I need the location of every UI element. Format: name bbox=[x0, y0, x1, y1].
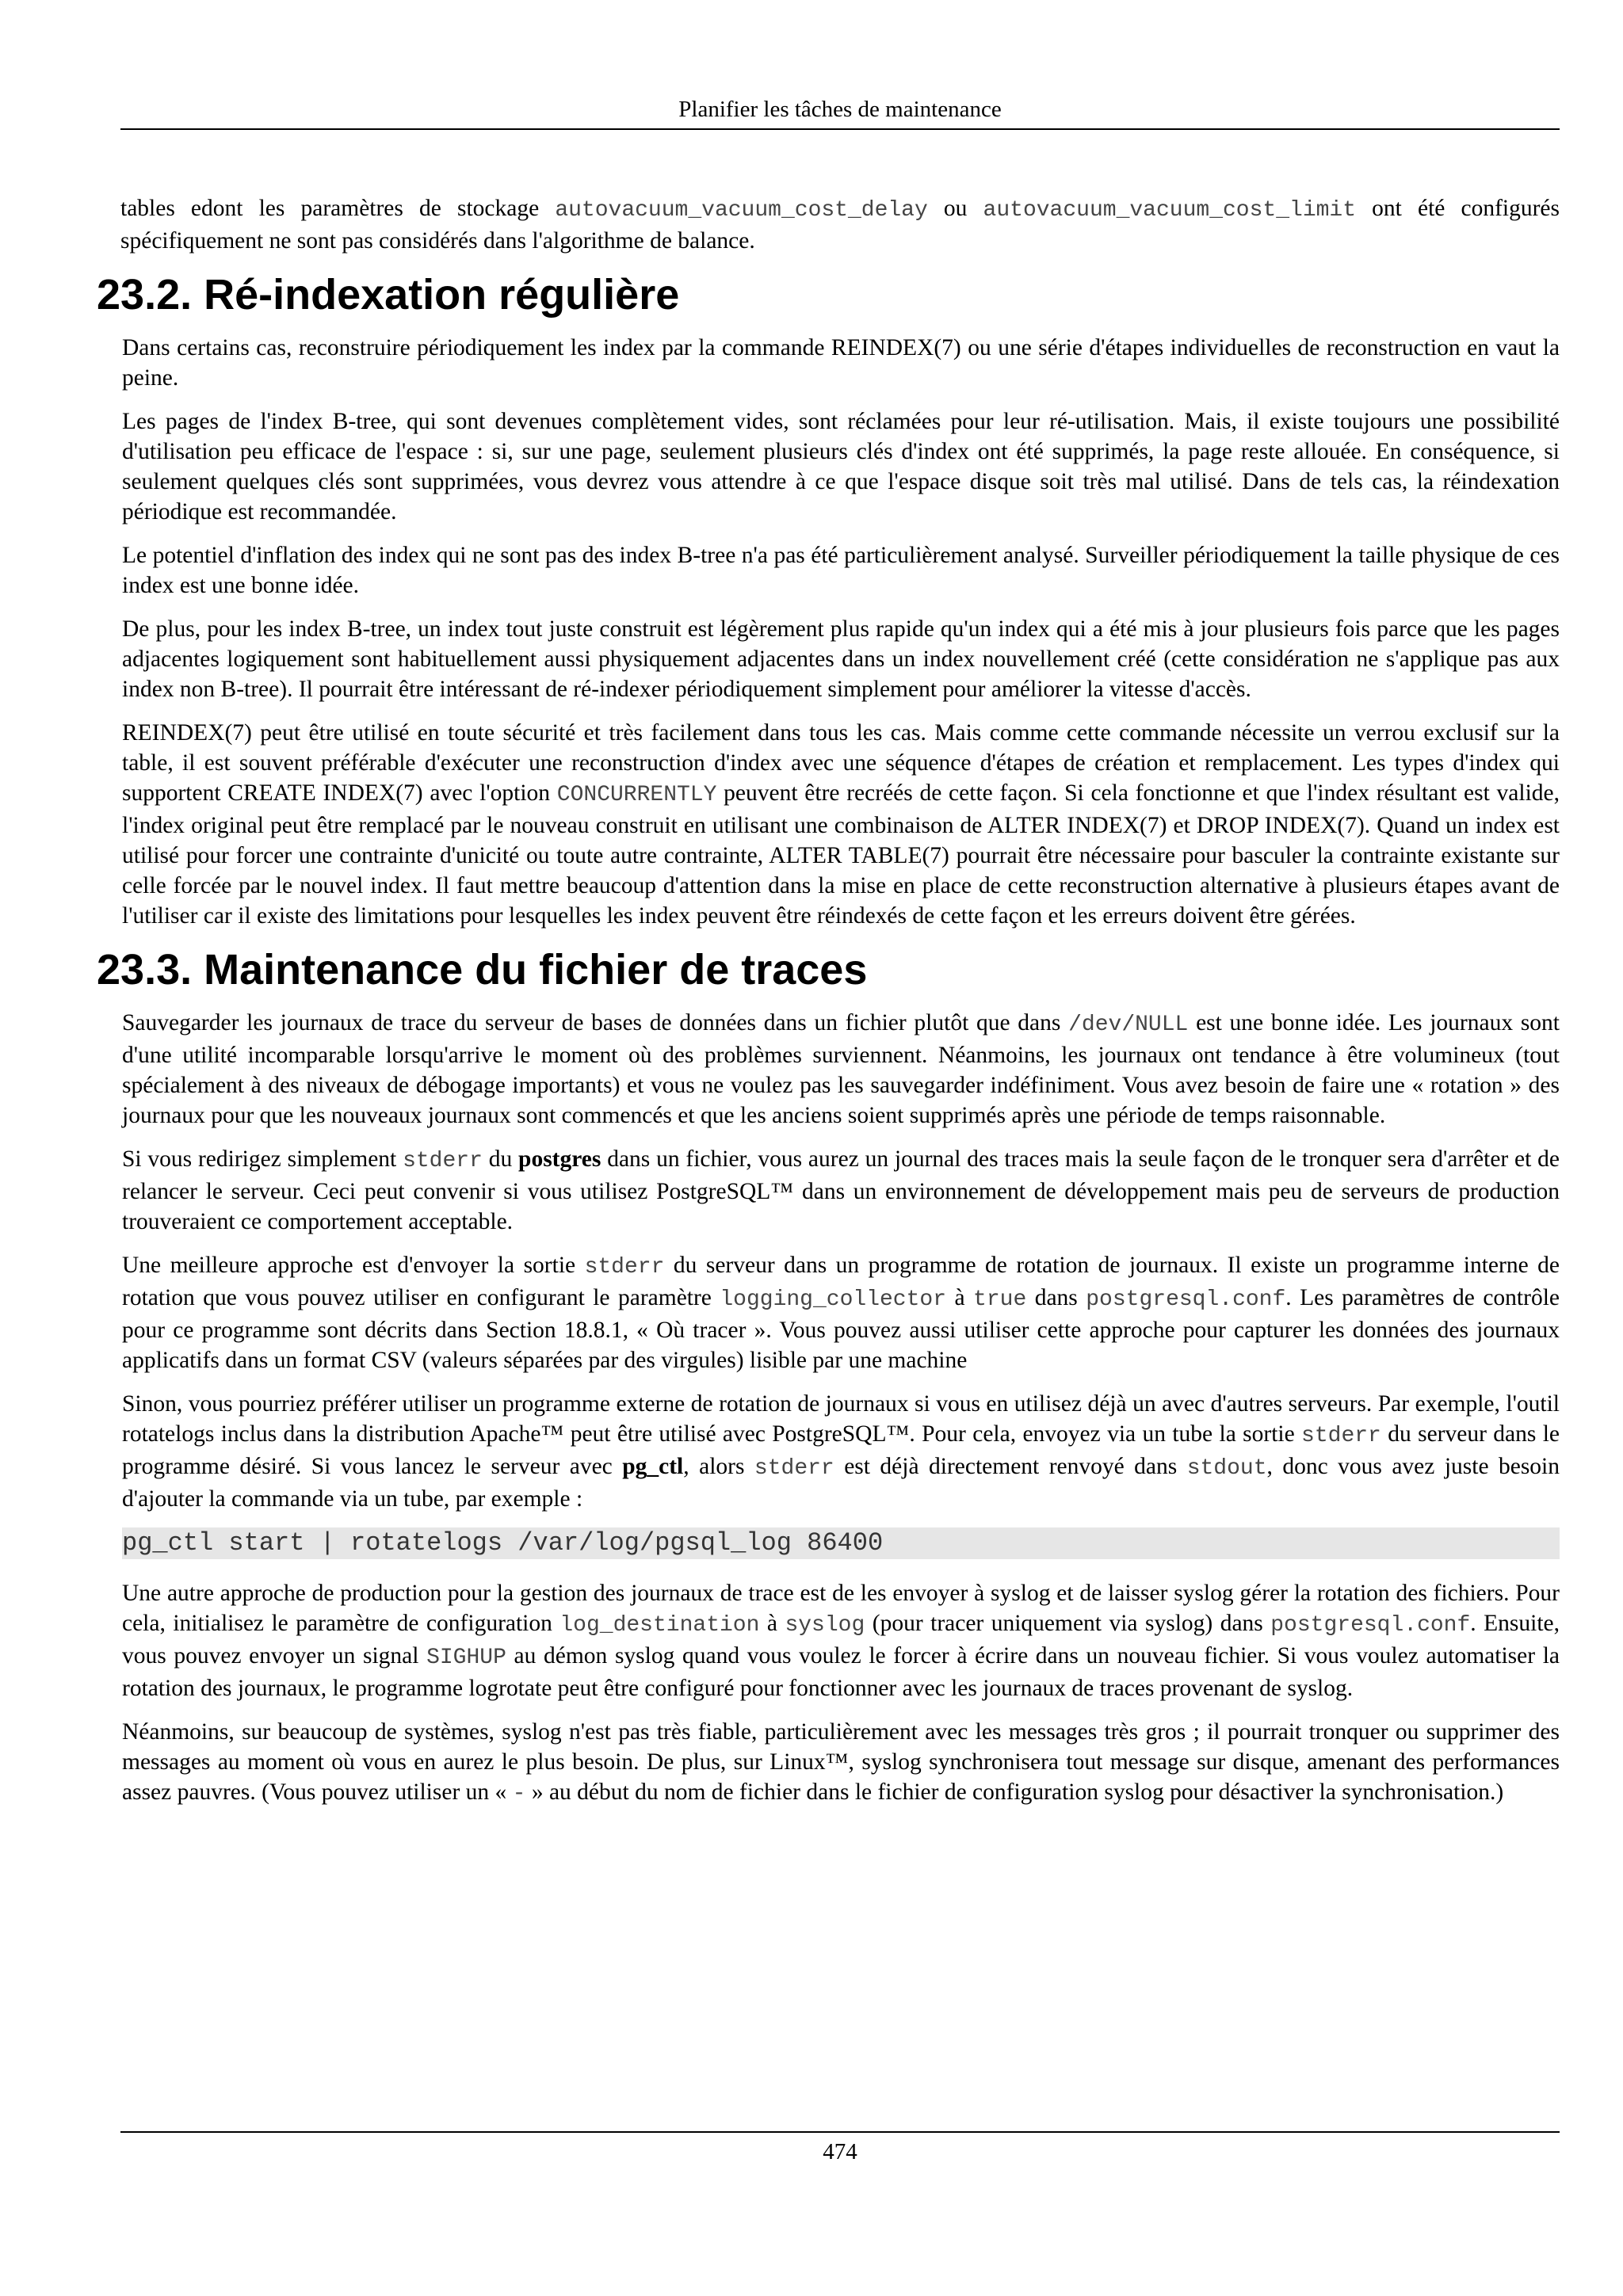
inline-code: stdout bbox=[1186, 1456, 1267, 1481]
inline-code: stderr bbox=[754, 1456, 834, 1481]
inline-code: autovacuum_vacuum_cost_limit bbox=[983, 198, 1357, 223]
inline-code: stderr bbox=[1301, 1424, 1381, 1448]
inline-code: - bbox=[512, 1782, 526, 1806]
section-heading-logfile: 23.3. Maintenance du fichier de traces bbox=[97, 946, 868, 994]
paragraph: REINDEX(7) peut être utilisé en toute sécurité et très facilement dans tous les cas. Mais comme cette commande nécessite un verrou exclusif sur la table, il est souvent préférable d'exécuter une reconstruction d'index avec une séquence d'étapes de création et remplacement. Les types d'index qui supportent CREATE INDEX(7) avec l'option CONCURRENTLY peuvent être recréés de cette façon. Si cela fonctionne et que l'index résultant est valide, l'index original peut être remplacé par le nouveau construit en utilisant une combinaison de ALTER INDEX(7) et DROP INDEX(7). Quand un index est utilisé pour forcer une contrainte d'unicité ou toute autre contrainte, ALTER TABLE(7) pourrait être nécessaire pour basculer la contrainte existante sur celle forcée par le nouvel index. Il faut mettre beaucoup d'attention dans la mise en place de cette reconstruction alternative à plusieurs étapes avant de l'utiliser car il existe des limitations pour lesquelles les index peuvent être réindexés de cette façon et les erreurs doivent être gérées. bbox=[122, 720, 1560, 929]
paragraph: Une autre approche de production pour la gestion des journaux de trace est de les envoyer à syslog et de laisser syslog gérer la rotation des fichiers. Pour cela, initialisez le paramètre de configuration log_destination à syslog (pour tracer uniquement via syslog) dans postgresql.conf. Ensuite, vous pouvez envoyer un signal SIGHUP au démon syslog quand vous voulez le forcer à écrire dans un nouveau fichier. Si vous voulez automatiser la rotation des journaux, le programme logrotate peut être configuré pour fonctionner avec les journaux de traces provenant de syslog. bbox=[122, 1581, 1560, 1701]
paragraph: Le potentiel d'inflation des index qui ne sont pas des index B-tree n'a pas été particulièrement analysé. Surveiller périodiquement la taille physique de ces index est une bonne idée. bbox=[122, 543, 1560, 598]
paragraph: De plus, pour les index B-tree, un index tout juste construit est légèrement plus rapide qu'un index qui a été mis à jour plusieurs fois parce que les pages adjacentes logiquement sont habituellement aussi physiquement adjacentes dans un index nouvellement créé (cette considération ne s'applique pas aux index non B-tree). Il pourrait être intéressant de ré-indexer périodiquement simplement pour améliorer la vitesse d'accès. bbox=[122, 616, 1560, 702]
paragraph: Dans certains cas, reconstruire périodiquement les index par la commande REINDEX(7) ou une série d'étapes individuelles de reconstruction en vaut la peine. bbox=[122, 335, 1560, 391]
inline-code: /dev/NULL bbox=[1068, 1013, 1189, 1037]
inline-code: stderr bbox=[584, 1255, 665, 1280]
inline-code: syslog bbox=[785, 1613, 865, 1638]
paragraph: Sauvegarder les journaux de trace du serveur de bases de données dans un fichier plutôt que dans /dev/NULL est une bonne idée. Les journaux sont d'une utilité incomparable lorsqu'arrive le moment où des problèmes surviennent. Néanmoins, les journaux ont tendance à être volumineux (tout spécialement à des niveaux de débogage importants) et vous ne voulez pas les sauvegarder indéfiniment. Vous avez besoin de faire une « rotation » des journaux pour que les nouveaux journaux sont commencés et que les anciens soient supprimés après une période de temps raisonnable. bbox=[122, 1010, 1560, 1128]
command-name: pg_ctl bbox=[622, 1454, 684, 1479]
inline-code: true bbox=[973, 1287, 1027, 1312]
paragraph: Une meilleure approche est d'envoyer la sortie stderr du serveur dans un programme de rotation de journaux. Il existe un programme interne de rotation que vous pouvez utiliser en configurant le paramètre logging_collector à true dans postgresql.conf. Les paramètres de contrôle pour ce programme sont décrits dans Section 18.8.1, « Où tracer ». Vous pouvez aussi utiliser cette approche pour capturer les données des journaux applicatifs dans un format CSV (valeurs séparées par des virgules) lisible par une machine bbox=[122, 1253, 1560, 1373]
header-rule bbox=[120, 128, 1560, 130]
inline-code: logging_collector bbox=[720, 1287, 947, 1312]
paragraph: Les pages de l'index B-tree, qui sont devenues complètement vides, sont réclamées pour leur ré-utilisation. Mais, il existe toujours une possibilité d'utilisation peu efficace de l'espace : si, sur une page, seulement plusieurs clés d'index ont été supprimés, la page reste allouée. En conséquence, si seulement quelques clés sont supprimées, vous devrez vous attendre à ce que l'espace disque soit très mal utilisé. Dans de tels cas, la réindexation périodique est recommandée. bbox=[122, 409, 1560, 524]
inline-code: autovacuum_vacuum_cost_delay bbox=[555, 198, 928, 223]
intro-paragraph: tables edont les paramètres de stockage autovacuum_vacuum_cost_delay ou autovacuum_vacuum_cost_limit ont été configurés spécifiquement ne sont pas considérés dans l'algorithme de balance. bbox=[120, 196, 1560, 254]
inline-code: SIGHUP bbox=[426, 1646, 506, 1670]
command-name: postgres bbox=[518, 1146, 601, 1172]
paragraph: Néanmoins, sur beaucoup de systèmes, syslog n'est pas très fiable, particulièrement avec les messages très gros ; il pourrait tronquer ou supprimer des messages au moment où vous en aurez le plus besoin. De plus, sur Linux™, syslog synchronisera tout message sur disque, amenant des performances assez pauvres. (Vous pouvez utiliser un « - » au début du nom de fichier dans le fichier de configuration syslog pour désactiver la synchronisation.) bbox=[122, 1719, 1560, 1806]
inline-code: stderr bbox=[403, 1149, 483, 1173]
paragraph: Si vous redirigez simplement stderr du postgres dans un fichier, vous aurez un journal des traces mais la seule façon de le tronquer sera d'arrêter et de relancer le serveur. Ceci peut convenir si vous utilisez PostgreSQL™ dans un environnement de développement mais peu de serveurs de production trouveraient ce comportement acceptable. bbox=[122, 1146, 1560, 1234]
inline-code: log_destination bbox=[559, 1613, 760, 1638]
running-header: Planifier les tâches de maintenance bbox=[678, 97, 1002, 122]
section-logfile bbox=[120, 1008, 1560, 1810]
page-number: 474 bbox=[823, 2139, 857, 2164]
section-reindex bbox=[120, 333, 1560, 931]
inline-code: postgresql.conf bbox=[1270, 1613, 1471, 1638]
inline-code: postgresql.conf bbox=[1086, 1287, 1286, 1312]
paragraph: Sinon, vous pourriez préférer utiliser un programme externe de rotation de journaux si vous en utilisez déjà un avec d'autres serveurs. Par exemple, l'outil rotatelogs inclus dans la distribution Apache™ peut être utilisé avec PostgreSQL™. Pour cela, envoyez via un tube la sortie stderr du serveur dans le programme désiré. Si vous lancez le serveur avec pg_ctl, alors stderr est déjà directement renvoyé dans stdout, donc vous avez juste besoin d'ajouter la commande via un tube, par exemple : bbox=[122, 1391, 1560, 1512]
section-heading-reindex: 23.2. Ré-indexation régulière bbox=[97, 271, 680, 318]
footer-rule bbox=[120, 2131, 1560, 2133]
inline-code: CONCURRENTLY bbox=[556, 783, 717, 807]
page-content bbox=[97, 193, 1560, 1823]
code-example: pg_ctl start | rotatelogs /var/log/pgsql_log 86400 bbox=[122, 1527, 1560, 1559]
